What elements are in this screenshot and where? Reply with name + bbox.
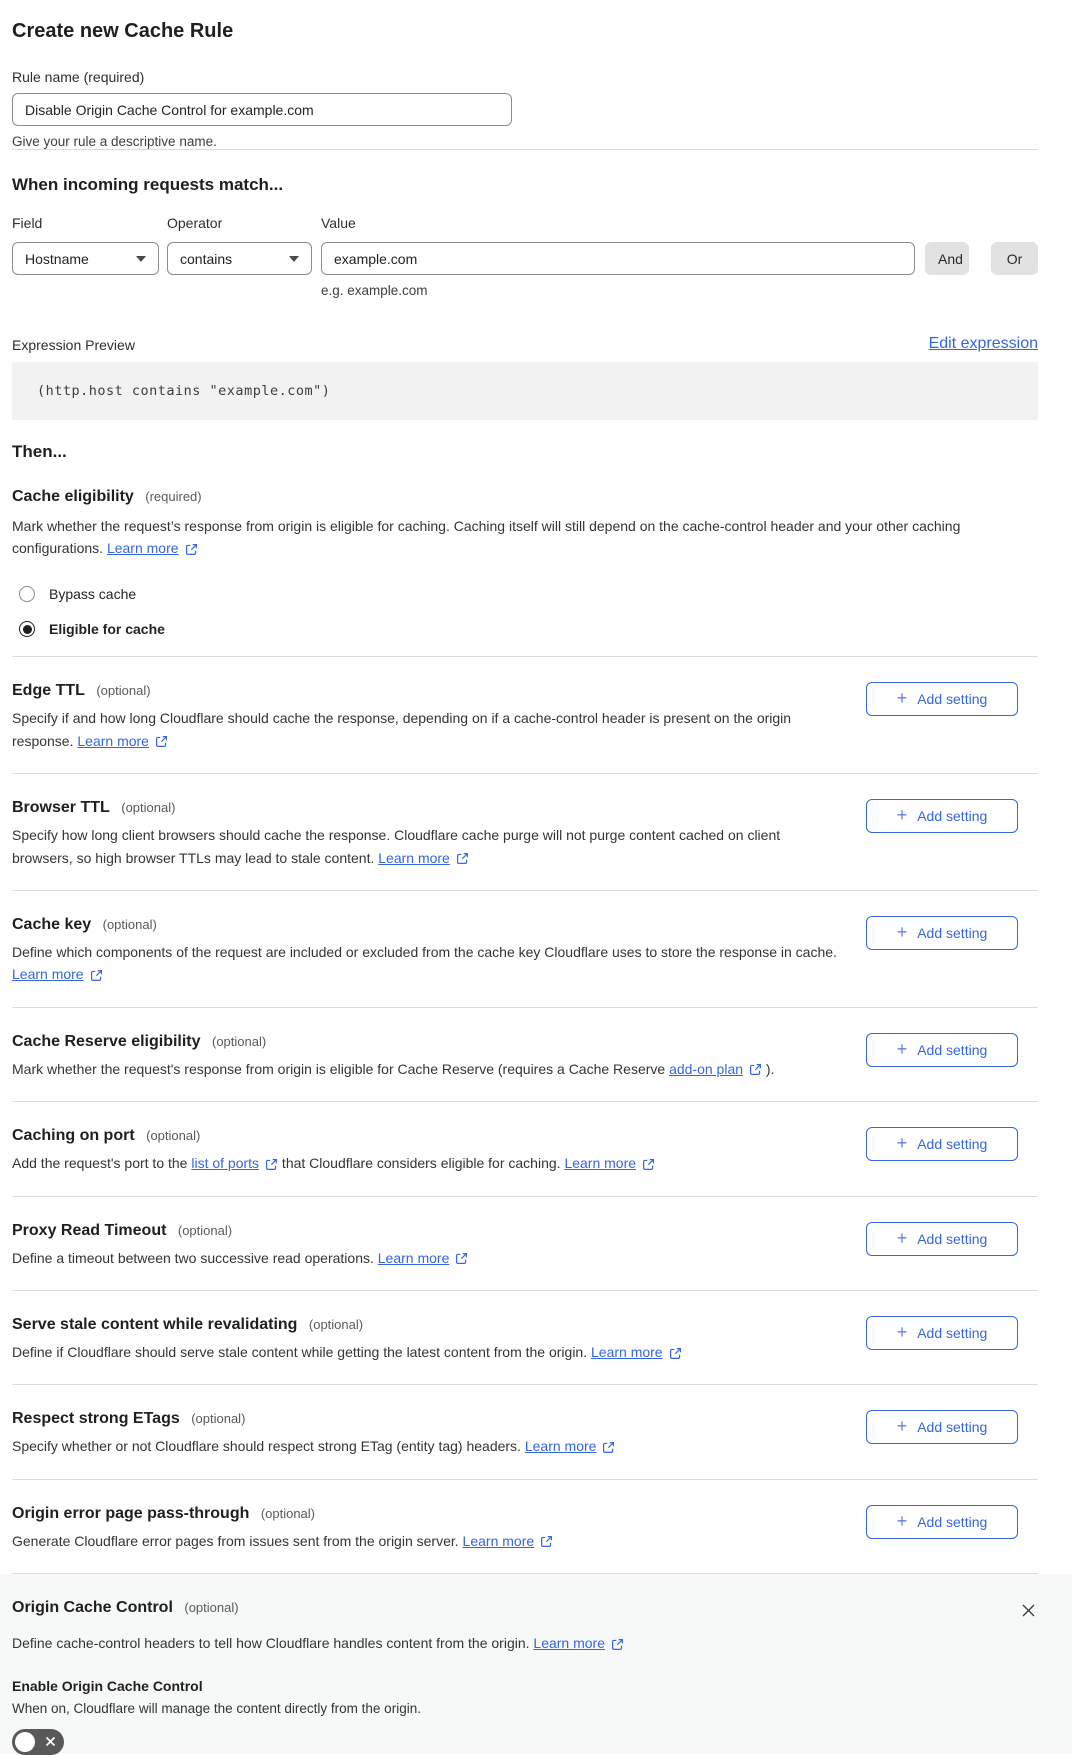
plus-icon: + (896, 805, 908, 826)
or-button[interactable]: Or (991, 242, 1038, 275)
setting-title: Edge TTL (12, 682, 85, 700)
setting-description: Define which components of the request are included or excluded from the cache key Cloudflare uses to store the response in cache. Learn more (12, 941, 842, 986)
setting-description: Define if Cloudflare should serve stale content while getting the latest content from the origin. Learn more (12, 1341, 842, 1363)
plus-icon: + (896, 1038, 908, 1059)
and-button[interactable]: And (925, 242, 969, 275)
chevron-down-icon (289, 256, 299, 262)
external-link-icon (540, 1535, 553, 1548)
edit-expression-link[interactable]: Edit expression (928, 335, 1038, 352)
enable-origin-cache-control-helper: When on, Cloudflare will manage the content directly from the origin. (12, 1700, 421, 1716)
setting-optional-tag: (optional) (191, 1411, 246, 1427)
setting-description: Specify whether or not Cloudflare should respect strong ETag (entity tag) headers. Learn more (12, 1435, 842, 1457)
list-of-ports-link[interactable]: list of ports (191, 1152, 278, 1174)
radio-label: Eligible for cache (49, 621, 165, 638)
external-link-icon (90, 969, 103, 982)
chevron-down-icon (136, 256, 146, 262)
external-link-icon (265, 1158, 278, 1171)
setting-optional-tag: (optional) (308, 1316, 364, 1332)
enable-origin-cache-control-label: Enable Origin Cache Control (12, 1677, 203, 1694)
external-link-icon (749, 1063, 762, 1076)
origin-cache-control-header (12, 1599, 239, 1617)
setting-title: Proxy Read Timeout (12, 1221, 167, 1239)
plus-icon: + (896, 688, 908, 709)
learn-more-link[interactable]: Learn more (533, 1633, 624, 1655)
divider (12, 149, 1038, 150)
add-setting-button[interactable]: + Add setting (866, 1127, 1018, 1161)
setting-row (12, 891, 1038, 1008)
external-link-icon (611, 1638, 624, 1651)
origin-cache-control-title: Origin Cache Control (12, 1599, 173, 1617)
setting-title: Cache key (12, 915, 92, 933)
radio-option-bypass-cache[interactable] (12, 586, 1038, 602)
setting-description: Mark whether the request's response from origin is eligible for Cache Reserve (requires a Cache Reserve add-on plan ). (12, 1058, 842, 1080)
radio-icon[interactable] (19, 621, 35, 637)
rule-name-label: Rule name (required) (12, 69, 145, 85)
learn-more-link[interactable]: Learn more (77, 730, 168, 752)
value-input[interactable] (321, 242, 915, 275)
operator-select[interactable] (167, 242, 312, 275)
learn-more-link[interactable]: Learn more (12, 963, 103, 985)
learn-more-link[interactable]: Learn more (591, 1341, 682, 1363)
toggle-knob (15, 1732, 35, 1752)
field-label: Field (12, 215, 43, 231)
external-link-icon (455, 1252, 468, 1265)
external-link-icon (669, 1347, 682, 1360)
setting-title: Origin error page pass-through (12, 1504, 250, 1522)
operator-label: Operator (167, 215, 223, 231)
setting-description: Define a timeout between two successive read operations. Learn more (12, 1247, 842, 1269)
add-setting-button[interactable]: + Add setting (866, 1033, 1018, 1067)
rule-name-helper: Give your rule a descriptive name. (12, 134, 217, 149)
cache-eligibility-description: Mark whether the request’s response from origin is eligible for caching. Caching itself will still depend on the cache-control header and your other caching configurations. Learn more (12, 516, 1038, 559)
setting-optional-tag: (optional) (96, 683, 151, 699)
expression-code-block: (http.host contains "example.com") (12, 362, 1038, 420)
external-link-icon (155, 735, 168, 748)
plus-icon: + (896, 1133, 908, 1154)
plus-icon: + (896, 1510, 908, 1531)
match-heading: When incoming requests match... (12, 175, 284, 194)
learn-more-link[interactable]: Learn more (463, 1530, 554, 1552)
close-icon (1021, 1603, 1036, 1618)
radio-label: Bypass cache (49, 586, 137, 603)
plus-icon: + (896, 1321, 908, 1342)
add-setting-button[interactable]: + Add setting (866, 916, 1018, 950)
setting-title: Respect strong ETags (12, 1410, 180, 1428)
setting-optional-tag: (optional) (121, 800, 176, 816)
expression-preview-label: Expression Preview (12, 337, 135, 353)
origin-cache-control-toggle[interactable] (12, 1729, 64, 1755)
setting-optional-tag: (optional) (177, 1222, 233, 1238)
setting-description: Specify how long client browsers should cache the response. Cloudflare cache purge will not purge content cached on client browsers, so high browser TTLs may lead to stale content. Learn more (12, 824, 842, 869)
cache-eligibility-header (12, 488, 1038, 506)
cache-eligibility-options (12, 586, 1038, 637)
optional-settings-list (12, 657, 1038, 1574)
setting-row (12, 1385, 1038, 1479)
setting-optional-tag: (optional) (102, 916, 157, 932)
learn-more-link[interactable]: Learn more (564, 1152, 655, 1174)
value-label: Value (321, 215, 356, 231)
match-labels-row (12, 215, 1038, 231)
external-link-icon (185, 543, 198, 556)
setting-description: Specify if and how long Cloudflare should cache the response, depending on if a cache-control header is present on the origin response. Learn more (12, 707, 842, 752)
add-setting-button[interactable]: + Add setting (866, 1410, 1018, 1444)
setting-description: Generate Cloudflare error pages from issues sent from the origin server. Learn more (12, 1530, 842, 1552)
radio-option-eligible-for-cache[interactable] (12, 621, 1038, 637)
setting-row (12, 1008, 1038, 1102)
learn-more-link[interactable]: Learn more (378, 847, 469, 869)
external-link-icon (642, 1158, 655, 1171)
cache-eligibility-title: Cache eligibility (12, 488, 134, 505)
add-setting-button[interactable]: + Add setting (866, 1222, 1018, 1256)
add-on-plan-link[interactable]: add-on plan (669, 1058, 762, 1080)
expression-preview-row (12, 335, 1038, 353)
setting-row (12, 1291, 1038, 1385)
setting-title: Cache Reserve eligibility (12, 1032, 201, 1050)
then-heading: Then... (12, 442, 67, 461)
setting-row (12, 1102, 1038, 1196)
origin-cache-control-panel (0, 1574, 1072, 1754)
setting-row (12, 774, 1038, 891)
setting-title: Serve stale content while revalidating (12, 1315, 298, 1333)
toggle-x-icon (45, 1736, 56, 1747)
close-button[interactable] (1019, 1601, 1038, 1623)
setting-title: Caching on port (12, 1127, 135, 1145)
add-setting-button[interactable]: + Add setting (866, 1316, 1018, 1350)
add-setting-button[interactable]: + Add setting (866, 682, 1018, 716)
setting-description: Add the request's port to the list of ports that Cloudflare considers eligible for caching. Learn more (12, 1152, 842, 1174)
setting-optional-tag: (optional) (211, 1033, 267, 1049)
setting-title: Browser TTL (12, 799, 110, 817)
learn-more-link[interactable]: Learn more (525, 1435, 616, 1457)
setting-row (12, 1197, 1038, 1291)
value-helper: e.g. example.com (321, 283, 428, 298)
plus-icon: + (896, 921, 908, 942)
setting-optional-tag: (optional) (260, 1505, 316, 1521)
radio-icon[interactable] (19, 586, 35, 602)
external-link-icon (456, 852, 469, 865)
plus-icon: + (896, 1416, 908, 1437)
page-title: Create new Cache Rule (12, 20, 234, 42)
field-select[interactable] (12, 242, 159, 275)
learn-more-link[interactable]: Learn more (107, 538, 198, 560)
operator-select-value: contains (180, 250, 233, 267)
origin-cache-control-description: Define cache-control headers to tell how Cloudflare handles content from the origin. Learn more (12, 1633, 1038, 1655)
field-select-value: Hostname (25, 250, 89, 267)
add-setting-button[interactable]: + Add setting (866, 1505, 1018, 1539)
required-tag: (required) (145, 489, 202, 504)
rule-name-input[interactable] (12, 93, 512, 126)
optional-tag: (optional) (184, 1600, 239, 1616)
setting-optional-tag: (optional) (146, 1128, 201, 1144)
setting-row (12, 1480, 1038, 1574)
plus-icon: + (896, 1227, 908, 1248)
learn-more-link[interactable]: Learn more (378, 1247, 469, 1269)
external-link-icon (602, 1441, 615, 1454)
setting-row (12, 657, 1038, 774)
add-setting-button[interactable]: + Add setting (866, 799, 1018, 833)
match-row (12, 242, 1038, 298)
